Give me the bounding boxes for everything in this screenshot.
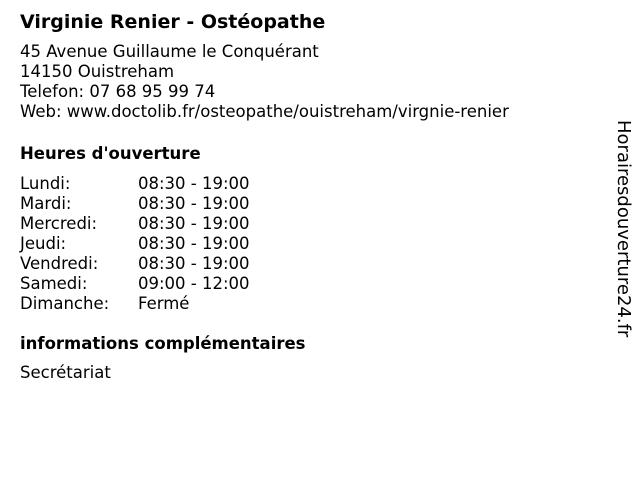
time-range: 08:30 - 19:00 (138, 174, 250, 193)
additional-info-text: Secrétariat (20, 363, 111, 382)
day-label: Samedi: (20, 274, 88, 293)
day-label: Jeudi: (20, 234, 67, 253)
business-title: Virginie Renier - Ostéopathe (20, 11, 326, 33)
hours-row-friday (20, 254, 590, 274)
hours-row-monday (20, 174, 590, 194)
phone-number: Telefon: 07 68 95 99 74 (20, 82, 216, 101)
time-range: 08:30 - 19:00 (138, 254, 250, 273)
street-address: 45 Avenue Guillaume le Conquérant (20, 42, 319, 61)
time-range: 08:30 - 19:00 (138, 194, 250, 213)
contact-block (20, 42, 590, 122)
day-label: Dimanche: (20, 294, 110, 313)
site-watermark: Horairesdouverture24.fr (613, 120, 634, 338)
time-range: 08:30 - 19:00 (138, 234, 250, 253)
hours-row-saturday (20, 274, 590, 294)
hours-row-tuesday (20, 194, 590, 214)
additional-info-heading: informations complémentaires (20, 334, 306, 353)
day-label: Lundi: (20, 174, 71, 193)
website-link[interactable]: Web: www.doctolib.fr/osteopathe/ouistreham/virgnie-renier (20, 102, 509, 121)
day-label: Mercredi: (20, 214, 98, 233)
time-range: 09:00 - 12:00 (138, 274, 250, 293)
day-label: Vendredi: (20, 254, 99, 273)
hours-row-thursday (20, 234, 590, 254)
hours-row-wednesday (20, 214, 590, 234)
business-card (20, 10, 590, 383)
opening-hours-table (20, 174, 590, 314)
time-range: Fermé (138, 294, 190, 313)
time-range: 08:30 - 19:00 (138, 214, 250, 233)
day-label: Mardi: (20, 194, 72, 213)
opening-hours-heading: Heures d'ouverture (20, 144, 201, 163)
postal-city: 14150 Ouistreham (20, 62, 175, 81)
hours-row-sunday (20, 294, 590, 314)
